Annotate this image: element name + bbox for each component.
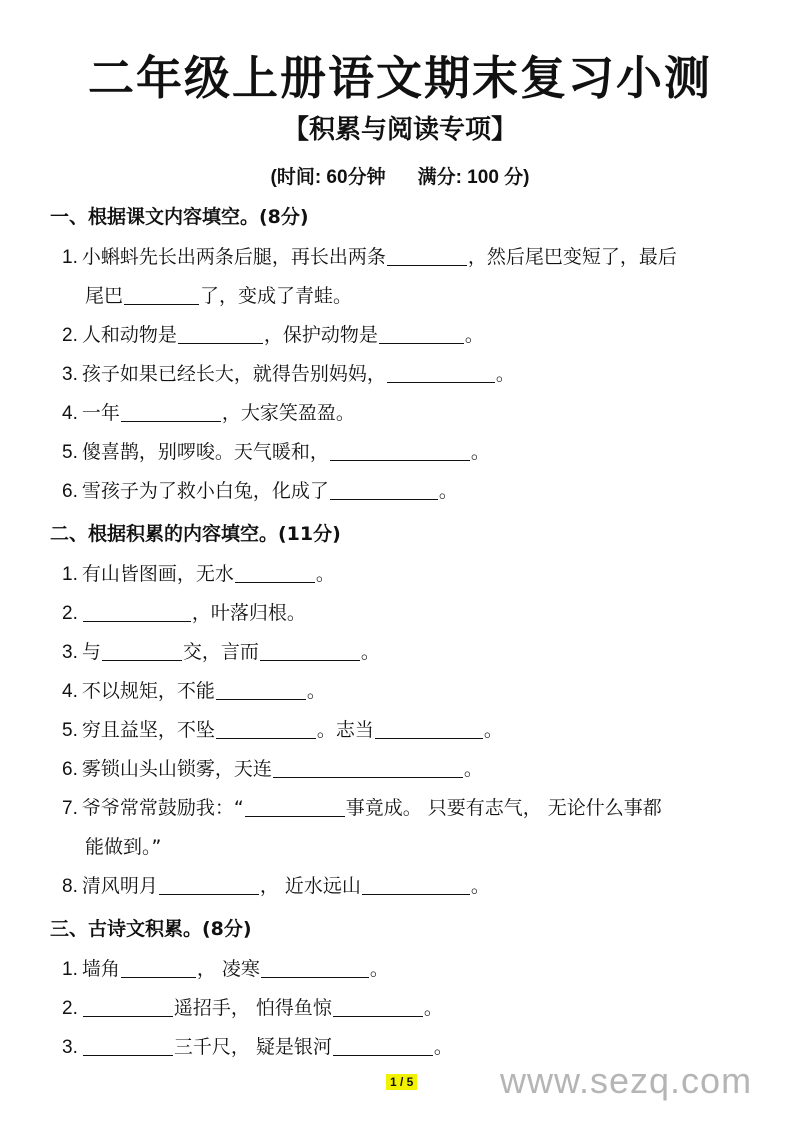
answer-blank[interactable] xyxy=(178,323,263,344)
section-heading-2: 二、根据积累的内容填空。(11分) xyxy=(50,523,341,545)
question-1-3: 3. 孩子如果已经长大，就得告别妈妈， 。 xyxy=(62,363,515,385)
question-2-7: 7. 爷爷常常鼓励我：“ 事竟成。 只要有志气， 无论什么事都 xyxy=(62,797,662,819)
answer-blank[interactable] xyxy=(216,679,306,700)
answer-blank[interactable] xyxy=(235,562,315,583)
answer-blank[interactable] xyxy=(83,996,173,1017)
full-score: 满分: 100 分) xyxy=(417,167,530,188)
question-1-6: 6. 雪孩子为了救小白兔，化成了 。 xyxy=(62,480,458,502)
answer-blank[interactable] xyxy=(245,796,345,817)
answer-blank[interactable] xyxy=(121,401,221,422)
answer-blank[interactable] xyxy=(216,718,316,739)
question-2-6: 6. 雾锁山头山锁雾，天连 。 xyxy=(62,758,483,780)
answer-blank[interactable] xyxy=(333,996,423,1017)
question-2-5: 5. 穷且益坚，不坠 。志当 。 xyxy=(62,719,503,741)
question-2-2: 2. ，叶落归根。 xyxy=(62,602,306,624)
time-limit: (时间: 60分钟 xyxy=(270,167,386,188)
question-1-1: 1. 小蝌蚪先长出两条后腿，再长出两条 ，然后尾巴变短了，最后 xyxy=(62,246,677,268)
answer-blank[interactable] xyxy=(362,874,470,895)
answer-blank[interactable] xyxy=(387,362,495,383)
answer-blank[interactable] xyxy=(387,245,467,266)
question-1-2: 2. 人和动物是 ，保护动物是 。 xyxy=(62,324,484,346)
answer-blank[interactable] xyxy=(273,757,463,778)
question-2-1: 1. 有山皆图画，无水 。 xyxy=(62,563,335,585)
question-2-7-continued: 能做到。” xyxy=(85,836,162,858)
section-heading-1: 一、根据课文内容填空。(8分) xyxy=(50,206,309,228)
answer-blank[interactable] xyxy=(102,640,182,661)
question-1-4: 4. 一年 ，大家笑盈盈。 xyxy=(62,402,355,424)
site-watermark: www.sezq.com xyxy=(500,1060,753,1101)
question-1-1-continued: 尾巴 了，变成了青蛙。 xyxy=(85,285,353,307)
page-number: 1 / 5 xyxy=(386,1074,417,1090)
exam-meta xyxy=(0,164,800,192)
answer-blank[interactable] xyxy=(260,640,360,661)
answer-blank[interactable] xyxy=(379,323,464,344)
page-subtitle: 【积累与阅读专项】 xyxy=(282,115,517,145)
answer-blank[interactable] xyxy=(330,479,438,500)
question-3-2: 2. 遥招手， 怕得鱼惊 。 xyxy=(62,997,443,1019)
question-3-3: 3. 三千尺， 疑是银河 。 xyxy=(62,1036,453,1058)
answer-blank[interactable] xyxy=(83,601,191,622)
answer-blank[interactable] xyxy=(261,957,369,978)
answer-blank[interactable] xyxy=(121,957,196,978)
answer-blank[interactable] xyxy=(333,1035,433,1056)
question-1-5: 5. 傻喜鹊，别啰唆。天气暖和， 。 xyxy=(62,441,490,463)
question-2-3: 3. 与 交，言而 。 xyxy=(62,641,380,663)
page-title: 二年级上册语文期末复习小测 xyxy=(88,51,712,105)
question-2-8: 8. 清风明月 ， 近水远山 。 xyxy=(62,875,490,897)
answer-blank[interactable] xyxy=(83,1035,173,1056)
answer-blank[interactable] xyxy=(375,718,483,739)
answer-blank[interactable] xyxy=(159,874,259,895)
answer-blank[interactable] xyxy=(124,284,199,305)
question-3-1: 1. 墙角 ， 凌寒 。 xyxy=(62,958,389,980)
question-2-4: 4. 不以规矩，不能 。 xyxy=(62,680,326,702)
answer-blank[interactable] xyxy=(330,440,470,461)
section-heading-3: 三、古诗文积累。(8分) xyxy=(50,918,252,940)
